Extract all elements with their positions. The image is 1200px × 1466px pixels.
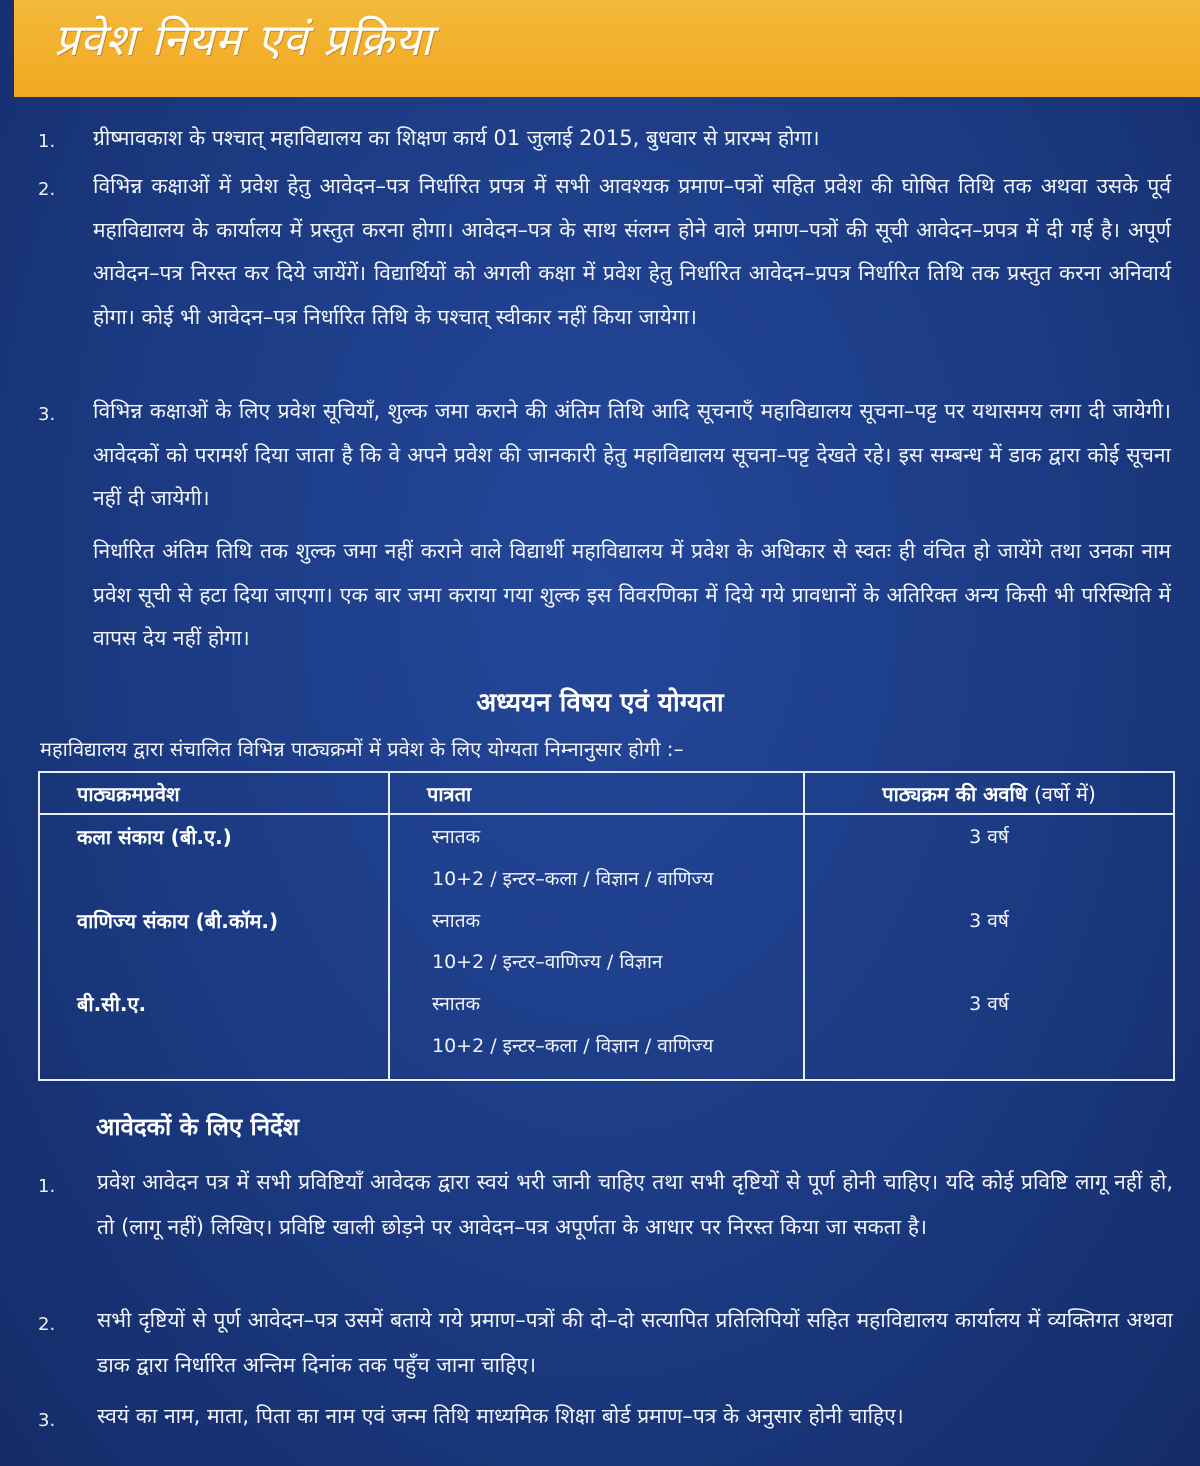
eligibility-table bbox=[38, 771, 1175, 1081]
eligibility-column bbox=[389, 814, 804, 1080]
rule-number: 3. bbox=[38, 404, 56, 425]
header-course: पाठ्यक्रमप्रवेश bbox=[39, 772, 389, 814]
course-name: कला संकाय (बी.ए.) bbox=[77, 825, 232, 849]
instruction-number: 1. bbox=[38, 1176, 56, 1197]
course-name: बी.सी.ए. bbox=[77, 992, 147, 1016]
duration-value: 3 वर्ष bbox=[969, 993, 1009, 1015]
duration-column bbox=[804, 814, 1174, 1080]
eligibility-streams: 10+2 / इन्टर–कला / विज्ञान / वाणिज्य bbox=[432, 1035, 714, 1057]
rule-text: ग्रीष्मावकाश के पश्चात् महाविद्यालय का शिक्षण कार्य 01 जुलाई 2015, बुधवार से प्रारम्भ होगा। bbox=[93, 126, 820, 150]
eligibility-degree: स्नातक bbox=[432, 993, 481, 1015]
instruction-text: सभी दृष्टियों से पूर्ण आवेदन–पत्र उसमें बताये गये प्रमाण–पत्रों की दो–दो सत्यापित प्रतिलिपियों सहित महाविद्यालय कार्यालय में व्यक्तिगत अथवा डाक द्वारा निर्धारित अन्तिम दिनांक तक पहुँच जाना चाहिए। bbox=[97, 1308, 1173, 1377]
title-banner bbox=[14, 0, 1200, 97]
instruction-number: 3. bbox=[38, 1410, 56, 1431]
instructions-heading: आवेदकों के लिए निर्देश bbox=[96, 1113, 300, 1141]
rule-text: विभिन्न कक्षाओं में प्रवेश हेतु आवेदन–पत्र निर्धारित प्रपत्र में सभी आवश्यक प्रमाण–पत्रों सहित प्रवेश की घोषित तिथि तक अथवा उसके पूर्व महाविद्यालय के कार्यालय में प्रस्तुत करना होगा। आवेदन–पत्र के साथ संलग्न होने वाले प्रमाण–पत्रों की सूची आवेदन–प्रपत्र में दी गई है। अपूर्ण आवेदन–पत्र निरस्त कर दिये जायेंगें। विद्यार्थियों को अगली कक्षा में प्रवेश हेतु निर्धारित आवेदन–प्रपत्र निर्धारित तिथि तक प्रस्तुत करना अनिवार्य होगा। कोई भी आवेदन–पत्र निर्धारित तिथि के पश्चात् स्वीकार नहीं किया जायेगा। bbox=[93, 174, 1171, 329]
eligibility-streams: 10+2 / इन्टर–वाणिज्य / विज्ञान bbox=[432, 951, 663, 973]
duration-value: 3 वर्ष bbox=[969, 910, 1009, 932]
study-intro: महाविद्यालय द्वारा संचालित विभिन्न पाठ्यक्रमों में प्रवेश के लिए योग्यता निम्नानुसार होगी :– bbox=[40, 737, 684, 761]
eligibility-streams: 10+2 / इन्टर–कला / विज्ञान / वाणिज्य bbox=[432, 868, 714, 890]
instruction-text: स्वयं का नाम, माता, पिता का नाम एवं जन्म तिथि माध्यमिक शिक्षा बोर्ड प्रमाण–पत्र के अनुसार होनी चाहिए। bbox=[97, 1404, 904, 1428]
rule-text: विभिन्न कक्षाओं के लिए प्रवेश सूचियाँ, शुल्क जमा कराने की अंतिम तिथि आदि सूचनाएँ महाविद्यालय सूचना–पट्ट पर यथासमय लगा दी जायेगी। आवेदकों को परामर्श दिया जाता है कि वे अपने प्रवेश की जानकारी हेतु महाविद्यालय सूचना–पट्ट देखते रहे। इस सम्बन्ध में डाक द्वारा कोई सूचना नहीं दी जायेगी। bbox=[93, 399, 1171, 510]
eligibility-degree: स्नातक bbox=[432, 826, 481, 848]
header-duration-label: पाठ्यक्रम की अवधि bbox=[882, 781, 1028, 806]
table-body-row bbox=[39, 814, 1174, 1080]
instruction-number: 2. bbox=[38, 1314, 56, 1335]
eligibility-degree: स्नातक bbox=[432, 910, 481, 932]
course-column bbox=[39, 814, 389, 1080]
rule-number: 1. bbox=[38, 131, 56, 152]
page-title: प्रवेश नियम एवं प्रक्रिया bbox=[54, 15, 433, 66]
header-duration-unit: (वर्षो में) bbox=[1033, 781, 1096, 806]
rule-number: 2. bbox=[38, 179, 56, 200]
duration-value: 3 वर्ष bbox=[969, 826, 1009, 848]
rule-text: निर्धारित अंतिम तिथि तक शुल्क जमा नहीं कराने वाले विद्यार्थी महाविद्यालय में प्रवेश के अधिकार से स्वतः ही वंचित हो जायेंगे तथा उनका नाम प्रवेश सूची से हटा दिया जाएगा। एक बार जमा कराया गया शुल्क इस विवरणिका में दिये गये प्रावधानों के अतिरिक्त अन्य किसी भी परिस्थिति में वापस देय नहीं होगा। bbox=[93, 539, 1171, 650]
header-duration bbox=[804, 772, 1174, 814]
table-header-row bbox=[39, 772, 1174, 814]
instruction-text: प्रवेश आवेदन पत्र में सभी प्रविष्टियाँ आवेदक द्वारा स्वयं भरी जानी चाहिए तथा सभी दृष्टियों से पूर्ण होनी चाहिए। यदि कोई प्रविष्टि लागू नहीं हो, तो (लागू नहीं) लिखिए। प्रविष्टि खाली छोड़ने पर आवेदन–पत्र अपूर्णता के आधार पर निरस्त किया जा सकता है। bbox=[97, 1170, 1173, 1239]
header-eligibility: पात्रता bbox=[389, 772, 804, 814]
course-name: वाणिज्य संकाय (बी.कॉम.) bbox=[77, 909, 279, 933]
study-heading: अध्ययन विषय एवं योग्यता bbox=[476, 688, 724, 718]
